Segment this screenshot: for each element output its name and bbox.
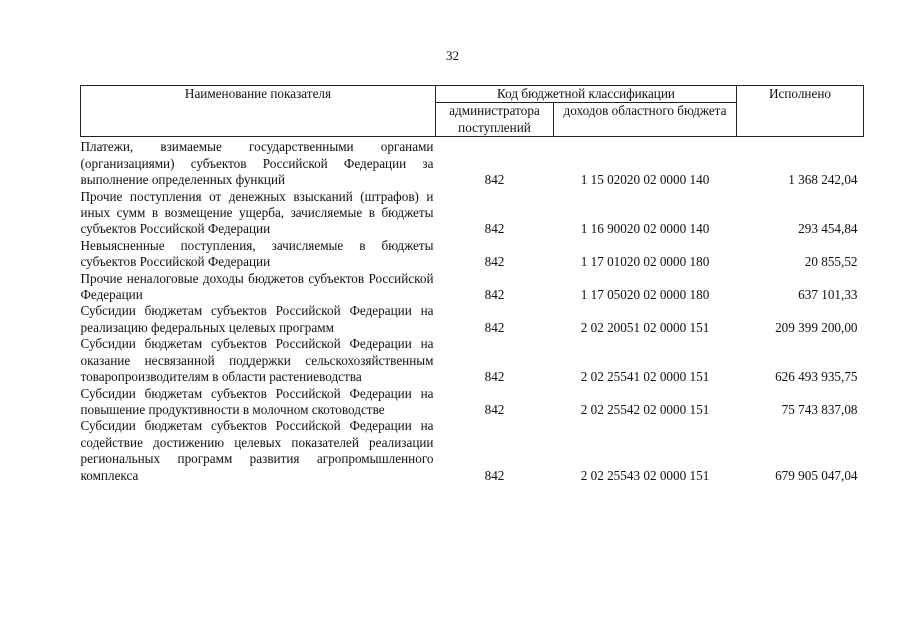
row-amount: 75 743 837,08 bbox=[781, 401, 858, 417]
table-row bbox=[81, 238, 864, 271]
table-row bbox=[81, 336, 864, 385]
table-row bbox=[81, 271, 864, 304]
row-name: Прочие поступления от денежных взысканий (штрафов) и иных сумм в возмещение ущерба, зачисляемые в бюджеты субъектов Российской Федерации bbox=[80, 188, 434, 237]
row-amount: 637 101,33 bbox=[798, 287, 858, 303]
row-income-code: 1 17 01020 02 0000 180 bbox=[580, 254, 710, 270]
row-admin-code: 842 bbox=[484, 467, 505, 483]
row-admin-code: 842 bbox=[484, 369, 505, 385]
row-amount: 679 905 047,04 bbox=[775, 467, 858, 483]
header-administrator: администратора поступлений bbox=[436, 103, 554, 137]
header-income: доходов областного бюджета bbox=[554, 103, 737, 137]
header-executed: Исполнено bbox=[737, 86, 864, 137]
row-name: Субсидии бюджетам субъектов Российской Федерации на повышение продуктивности в молочном скотоводстве bbox=[80, 385, 434, 417]
header-name: Наименование показателя bbox=[81, 86, 436, 137]
row-name: Субсидии бюджетам субъектов Российской Федерации на реализацию федеральных целевых программ bbox=[80, 303, 434, 335]
table-row bbox=[81, 418, 864, 484]
row-name: Прочие неналоговые доходы бюджетов субъектов Российской Федерации bbox=[80, 270, 434, 303]
row-income-code: 1 17 05020 02 0000 180 bbox=[580, 287, 710, 303]
page-number: 32 bbox=[446, 48, 459, 63]
row-income-code: 1 16 90020 02 0000 140 bbox=[580, 221, 710, 237]
row-name: Невыясненные поступления, зачисляемые в бюджеты субъектов Российской Федерации bbox=[80, 237, 434, 270]
row-name: Платежи, взимаемые государственными органами (организациями) субъектов Российской Федерации за выполнение определенных функций bbox=[80, 139, 434, 188]
budget-table bbox=[80, 85, 864, 484]
row-admin-code: 842 bbox=[484, 319, 505, 335]
row-amount: 20 855,52 bbox=[804, 254, 858, 270]
row-admin-code: 842 bbox=[484, 401, 505, 417]
row-income-code: 2 02 25542 02 0000 151 bbox=[580, 401, 710, 417]
row-admin-code: 842 bbox=[484, 254, 505, 270]
table-row bbox=[81, 303, 864, 336]
row-admin-code: 842 bbox=[484, 172, 505, 188]
row-name: Субсидии бюджетам субъектов Российской Федерации на оказание несвязанной поддержки сельскохозяйственным товаропроизводителям в области растениеводства bbox=[80, 336, 434, 385]
row-amount: 293 454,84 bbox=[798, 221, 858, 237]
table-row bbox=[81, 386, 864, 419]
row-amount: 626 493 935,75 bbox=[775, 369, 858, 385]
table-row bbox=[81, 137, 864, 189]
row-income-code: 2 02 20051 02 0000 151 bbox=[580, 319, 710, 335]
row-name: Субсидии бюджетам субъектов Российской Федерации на содействие достижению целевых показателей реализации региональных программ развития агропромышленного комплекса bbox=[80, 418, 434, 483]
row-income-code: 1 15 02020 02 0000 140 bbox=[580, 172, 710, 188]
row-amount: 1 368 242,04 bbox=[788, 172, 858, 188]
row-admin-code: 842 bbox=[484, 221, 505, 237]
table-body bbox=[81, 137, 864, 484]
table-row bbox=[81, 189, 864, 238]
row-income-code: 2 02 25543 02 0000 151 bbox=[580, 467, 710, 483]
table-header bbox=[81, 86, 864, 137]
row-admin-code: 842 bbox=[484, 287, 505, 303]
row-amount: 209 399 200,00 bbox=[775, 319, 858, 335]
header-code-group: Код бюджетной классификации bbox=[436, 86, 737, 103]
row-income-code: 2 02 25541 02 0000 151 bbox=[580, 369, 710, 385]
